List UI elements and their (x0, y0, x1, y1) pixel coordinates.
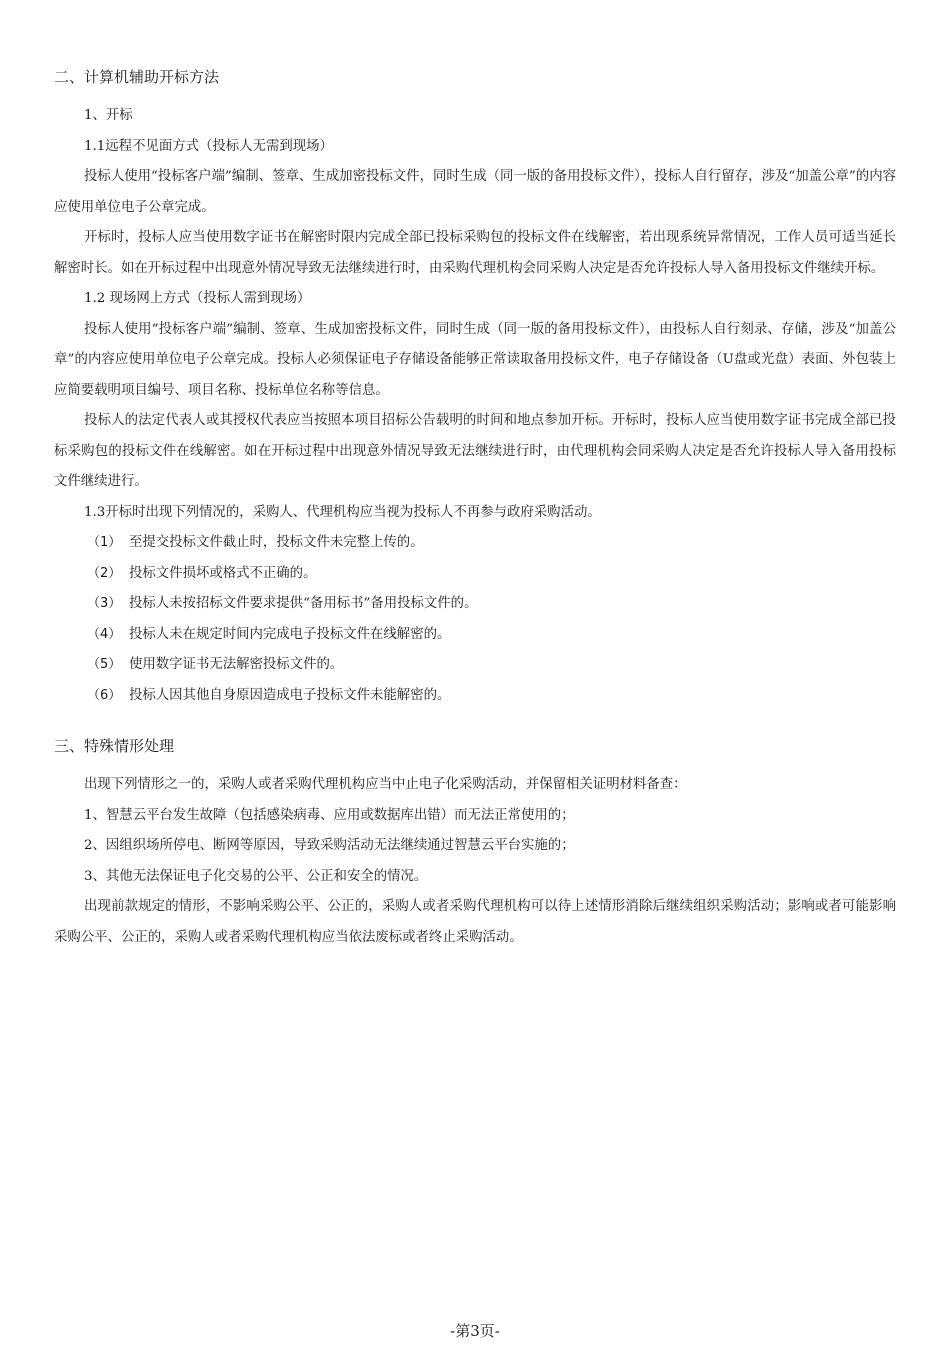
subheading-remote-mode: 1.1远程不见面方式（投标人无需到现场） (84, 138, 333, 154)
list-item-text: 使用数字证书无法解密投标文件的。 (129, 657, 344, 672)
list-item-number: （2） (87, 565, 122, 581)
paragraph-remote-prepare: 投标人使用“投标客户端”编制、签章、生成加密投标文件，同时生成（同一版的备用投标文件），投标人自行留存，涉及“加盖公章”的内容应使用单位电子公章完成。 (54, 169, 896, 215)
list-item (54, 681, 896, 712)
paragraph-suspension-intro: 出现下列情形之一的，采购人或者采购代理机构应当中止电子化采购活动，并保留相关证明材料备查： (84, 777, 687, 792)
paragraph-case-platform-failure: 1、智慧云平台发生故障（包括感染病毒、应用或数据库出错）而无法正常使用的； (84, 807, 575, 823)
list-item-number: （4） (87, 626, 122, 642)
list-item-number: （1） (87, 535, 122, 550)
list-item (54, 528, 896, 559)
list-item-text: 至提交投标文件截止时，投标文件未完整上传的。 (129, 535, 424, 550)
list-item-number: （5） (87, 657, 122, 672)
section-heading-3: 三、特殊情形处理 (54, 737, 175, 755)
list-item (54, 589, 896, 620)
paragraph-remote-decrypt: 开标时，投标人应当使用数字证书在解密时限内完成全部已投标采购包的投标文件在线解密，若出现系统异常情况，工作人员可适当延长解密时长。如在开标过程中出现意外情况导致无法继续进行时，由采购代理机构会同采购人决定是否允许投标人导入备用投标文件继续开标。 (54, 230, 896, 276)
list-item-number: （3） (87, 596, 122, 611)
list-item-text: 投标人未按招标文件要求提供“备用标书”备用投标文件的。 (129, 596, 478, 611)
paragraph-case-other: 3、其他无法保证电子化交易的公平、公正和安全的情况。 (84, 868, 428, 884)
list-item (54, 620, 896, 651)
subheading-onsite-mode: 1.2 现场网上方式（投标人需到现场） (84, 291, 311, 306)
page-number: -第3页- (450, 1322, 500, 1340)
subheading-opening: 1、开标 (84, 108, 133, 123)
list-item (54, 650, 896, 681)
list-item-text: 投标人未在规定时间内完成电子投标文件在线解密的。 (129, 626, 451, 642)
list-item-text: 投标文件损坏或格式不正确的。 (129, 565, 317, 581)
subheading-withdrawal-cases: 1.3开标时出现下列情况的，采购人、代理机构应当视为投标人不再参与政府采购活动。 (84, 504, 601, 520)
section-heading-2: 二、计算机辅助开标方法 (54, 68, 220, 86)
paragraph-onsite-prepare: 投标人使用“投标客户端”编制、签章、生成加密投标文件，同时生成（同一版的备用投标文件），由投标人自行刻录、存储，涉及“加盖公章”的内容应使用单位电子公章完成。投标人必须保证电子存储设备能够正常读取备用投标文件，电子存储设备（U盘或光盘）表面、外包装上应简要载明项目编号、项目名称、投标单位名称等信息。 (54, 321, 896, 398)
paragraph-case-power-outage: 2、因组织场所停电、断网等原因，导致采购活动无法继续通过智慧云平台实施的； (84, 838, 575, 853)
list-item-number: （6） (87, 687, 122, 703)
paragraph-handling-rule: 出现前款规定的情形，不影响采购公平、公正的，采购人或者采购代理机构可以待上述情形消除后继续组织采购活动；影响或者可能影响采购公平、公正的，采购人或者采购代理机构应当依法废标或者终止采购活动。 (54, 899, 896, 945)
list-item (54, 559, 896, 590)
paragraph-onsite-decrypt: 投标人的法定代表人或其授权代表应当按照本项目招标公告载明的时间和地点参加开标。开标时，投标人应当使用数字证书完成全部已投标采购包的投标文件在线解密。如在开标过程中出现意外情况导致无法继续进行时，由代理机构会同采购人决定是否允许投标人导入备用投标文件继续进行。 (54, 413, 896, 489)
list-item-text: 投标人因其他自身原因造成电子投标文件未能解密的。 (129, 687, 451, 703)
